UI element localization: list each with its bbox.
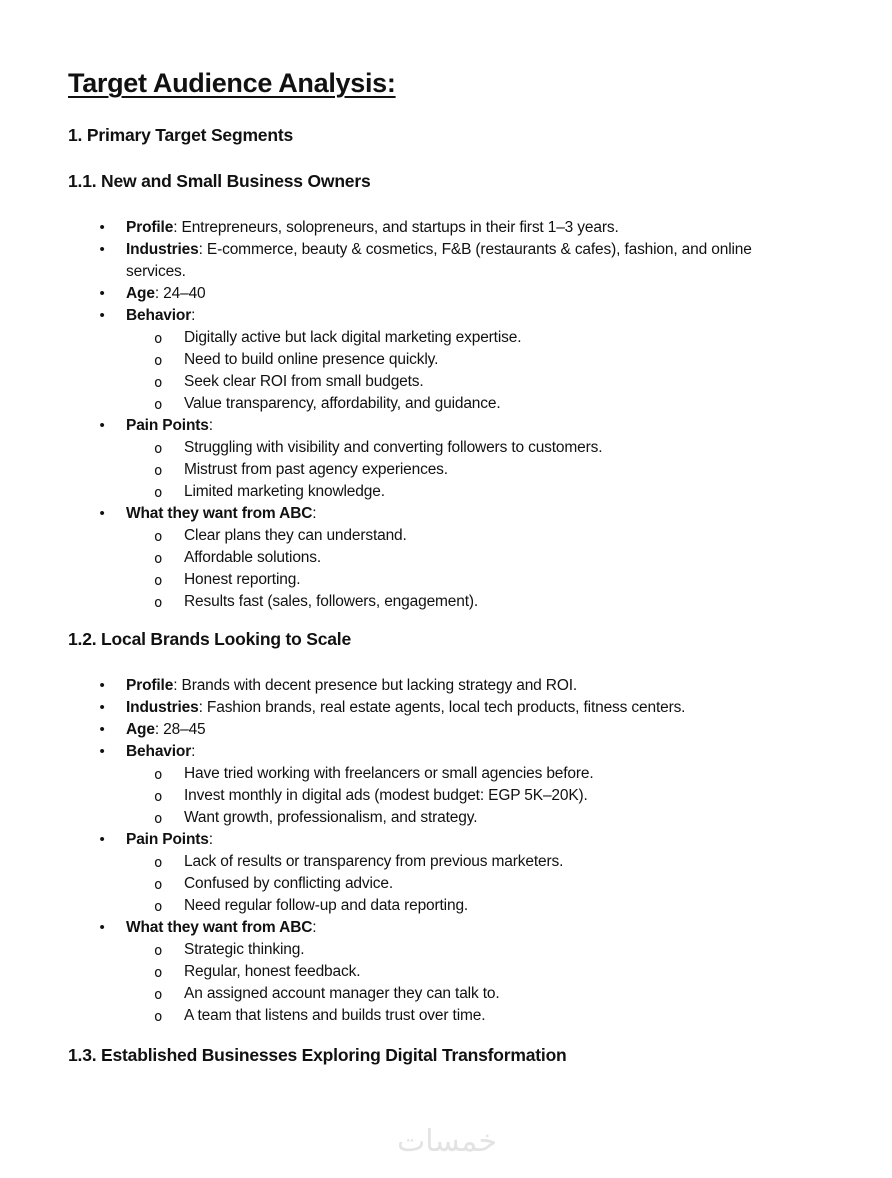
- circle-bullet-icon: o: [154, 811, 163, 827]
- item-label: What they want from ABC: [126, 919, 313, 936]
- circle-bullet-icon: o: [154, 397, 163, 413]
- list-item-pain-points: • Pain Points: o Lack of results or transparency from previous marketers. o Confused by conflicting advice. o Need regular follow-up and data reporting.: [0, 829, 892, 917]
- item-label: Age: [126, 285, 155, 302]
- bullet-icon: •: [99, 721, 105, 738]
- circle-bullet-icon: o: [154, 441, 163, 457]
- sublist-item: o An assigned account manager they can talk to.: [126, 983, 802, 1005]
- circle-bullet-icon: o: [154, 899, 163, 915]
- sublist-item: o Lack of results or transparency from previous marketers.: [126, 851, 802, 873]
- sublist-wants: [126, 525, 802, 613]
- list-item-pain-points: • Pain Points: o Struggling with visibility and converting followers to customers. o Mistrust from past agency experiences. o Limited marketing knowledge.: [0, 415, 892, 503]
- sublist-item: o Results fast (sales, followers, engagement).: [126, 591, 802, 613]
- list-item-age: • Age: 24–40: [0, 283, 892, 305]
- bullet-icon: •: [99, 417, 105, 434]
- list-item-wants: • What they want from ABC: o Clear plans they can understand. o Affordable solutions. o Honest reporting. o Results fast (sales, followers, engagement).: [0, 503, 892, 613]
- segment-list-local-brands: [0, 675, 892, 1027]
- circle-bullet-icon: o: [154, 529, 163, 545]
- sublist-item: o Limited marketing knowledge.: [126, 481, 802, 503]
- sublist-wants: [126, 939, 802, 1027]
- list-item-profile: • Profile: Brands with decent presence but lacking strategy and ROI.: [0, 675, 892, 697]
- sublist-pain-points: [126, 437, 802, 503]
- item-label: Profile: [126, 677, 174, 694]
- item-label: Pain Points: [126, 831, 209, 848]
- segment-heading-local-brands: 1.2. Local Brands Looking to Scale: [68, 629, 351, 649]
- sublist-item: o Have tried working with freelancers or small agencies before.: [126, 763, 802, 785]
- item-label: Behavior: [126, 307, 192, 324]
- circle-bullet-icon: o: [154, 987, 163, 1003]
- list-item-behavior: • Behavior: o Digitally active but lack digital marketing expertise. o Need to build online presence quickly. o Seek clear ROI from small budgets. o Value transparency, affordability, and guidance.: [0, 305, 892, 415]
- circle-bullet-icon: o: [154, 877, 163, 893]
- sublist-item: o Need regular follow-up and data reporting.: [126, 895, 802, 917]
- circle-bullet-icon: o: [154, 573, 163, 589]
- item-label: Industries: [126, 699, 199, 716]
- sublist-item: o A team that listens and builds trust over time.: [126, 1005, 802, 1027]
- list-item-industries: • Industries: Fashion brands, real estate agents, local tech products, fitness centers.: [0, 697, 892, 719]
- item-label: Pain Points: [126, 417, 209, 434]
- circle-bullet-icon: o: [154, 375, 163, 391]
- sublist-item: o Strategic thinking.: [126, 939, 802, 961]
- circle-bullet-icon: o: [154, 551, 163, 567]
- circle-bullet-icon: o: [154, 595, 163, 611]
- sublist-item: o Value transparency, affordability, and guidance.: [126, 393, 802, 415]
- circle-bullet-icon: o: [154, 485, 163, 501]
- watermark-logo: خمسات: [396, 1124, 498, 1159]
- item-text: Fashion brands, real estate agents, local tech products, fitness centers.: [206, 699, 686, 716]
- circle-bullet-icon: o: [154, 463, 163, 479]
- item-label: What they want from ABC: [126, 505, 313, 522]
- sublist-item: o Digitally active but lack digital marketing expertise.: [126, 327, 802, 349]
- bullet-icon: •: [99, 743, 105, 760]
- item-label: Industries: [126, 241, 199, 258]
- sublist-item: o Clear plans they can understand.: [126, 525, 802, 547]
- sublist-item: o Invest monthly in digital ads (modest budget: EGP 5K–20K).: [126, 785, 802, 807]
- circle-bullet-icon: o: [154, 855, 163, 871]
- segment-heading-established-businesses: 1.3. Established Businesses Exploring Digital Transformation: [68, 1045, 567, 1065]
- item-text: 28–45: [163, 721, 206, 738]
- list-item-behavior: • Behavior: o Have tried working with freelancers or small agencies before. o Invest monthly in digital ads (modest budget: EGP 5K–20K). o Want growth, professionalism, and strategy.: [0, 741, 892, 829]
- sublist-item: o Regular, honest feedback.: [126, 961, 802, 983]
- bullet-icon: •: [99, 699, 105, 716]
- circle-bullet-icon: o: [154, 1009, 163, 1025]
- circle-bullet-icon: o: [154, 943, 163, 959]
- bullet-icon: •: [99, 677, 105, 694]
- sublist-item: o Seek clear ROI from small budgets.: [126, 371, 802, 393]
- item-label: Profile: [126, 219, 174, 236]
- circle-bullet-icon: o: [154, 789, 163, 805]
- item-text: Brands with decent presence but lacking strategy and ROI.: [181, 677, 578, 694]
- bullet-icon: •: [99, 919, 105, 936]
- item-text: Entrepreneurs, solopreneurs, and startups in their first 1–3 years.: [181, 219, 619, 236]
- bullet-icon: •: [99, 831, 105, 848]
- item-label: Behavior: [126, 743, 192, 760]
- sublist-item: o Want growth, professionalism, and strategy.: [126, 807, 802, 829]
- bullet-icon: •: [99, 285, 105, 302]
- sublist-item: o Mistrust from past agency experiences.: [126, 459, 802, 481]
- sublist-pain-points: [126, 851, 802, 917]
- list-item-industries: • Industries: E-commerce, beauty & cosmetics, F&B (restaurants & cafes), fashion, and online services.: [0, 239, 892, 283]
- segment-list-small-business: [0, 217, 892, 613]
- item-text: 24–40: [163, 285, 206, 302]
- sublist-item: o Confused by conflicting advice.: [126, 873, 802, 895]
- bullet-icon: •: [99, 219, 105, 236]
- list-item-age: • Age: 28–45: [0, 719, 892, 741]
- sublist-behavior: [126, 327, 802, 415]
- bullet-icon: •: [99, 307, 105, 324]
- list-item-wants: • What they want from ABC: o Strategic thinking. o Regular, honest feedback. o An assigned account manager they can talk to. o A team that listens and builds trust over time.: [0, 917, 892, 1027]
- document-title: Target Audience Analysis:: [68, 68, 396, 98]
- bullet-icon: •: [99, 241, 105, 258]
- section-heading-primary-segments: 1. Primary Target Segments: [68, 125, 293, 145]
- circle-bullet-icon: o: [154, 353, 163, 369]
- sublist-item: o Affordable solutions.: [126, 547, 802, 569]
- circle-bullet-icon: o: [154, 965, 163, 981]
- item-text: E-commerce, beauty & cosmetics, F&B (restaurants & cafes), fashion, and online services.: [126, 241, 752, 280]
- bullet-icon: •: [99, 505, 105, 522]
- sublist-item: o Struggling with visibility and converting followers to customers.: [126, 437, 802, 459]
- sublist-behavior: [126, 763, 802, 829]
- circle-bullet-icon: o: [154, 331, 163, 347]
- sublist-item: o Need to build online presence quickly.: [126, 349, 802, 371]
- list-item-profile: • Profile: Entrepreneurs, solopreneurs, and startups in their first 1–3 years.: [0, 217, 892, 239]
- sublist-item: o Honest reporting.: [126, 569, 802, 591]
- item-label: Age: [126, 721, 155, 738]
- circle-bullet-icon: o: [154, 767, 163, 783]
- segment-heading-small-business: 1.1. New and Small Business Owners: [68, 171, 371, 191]
